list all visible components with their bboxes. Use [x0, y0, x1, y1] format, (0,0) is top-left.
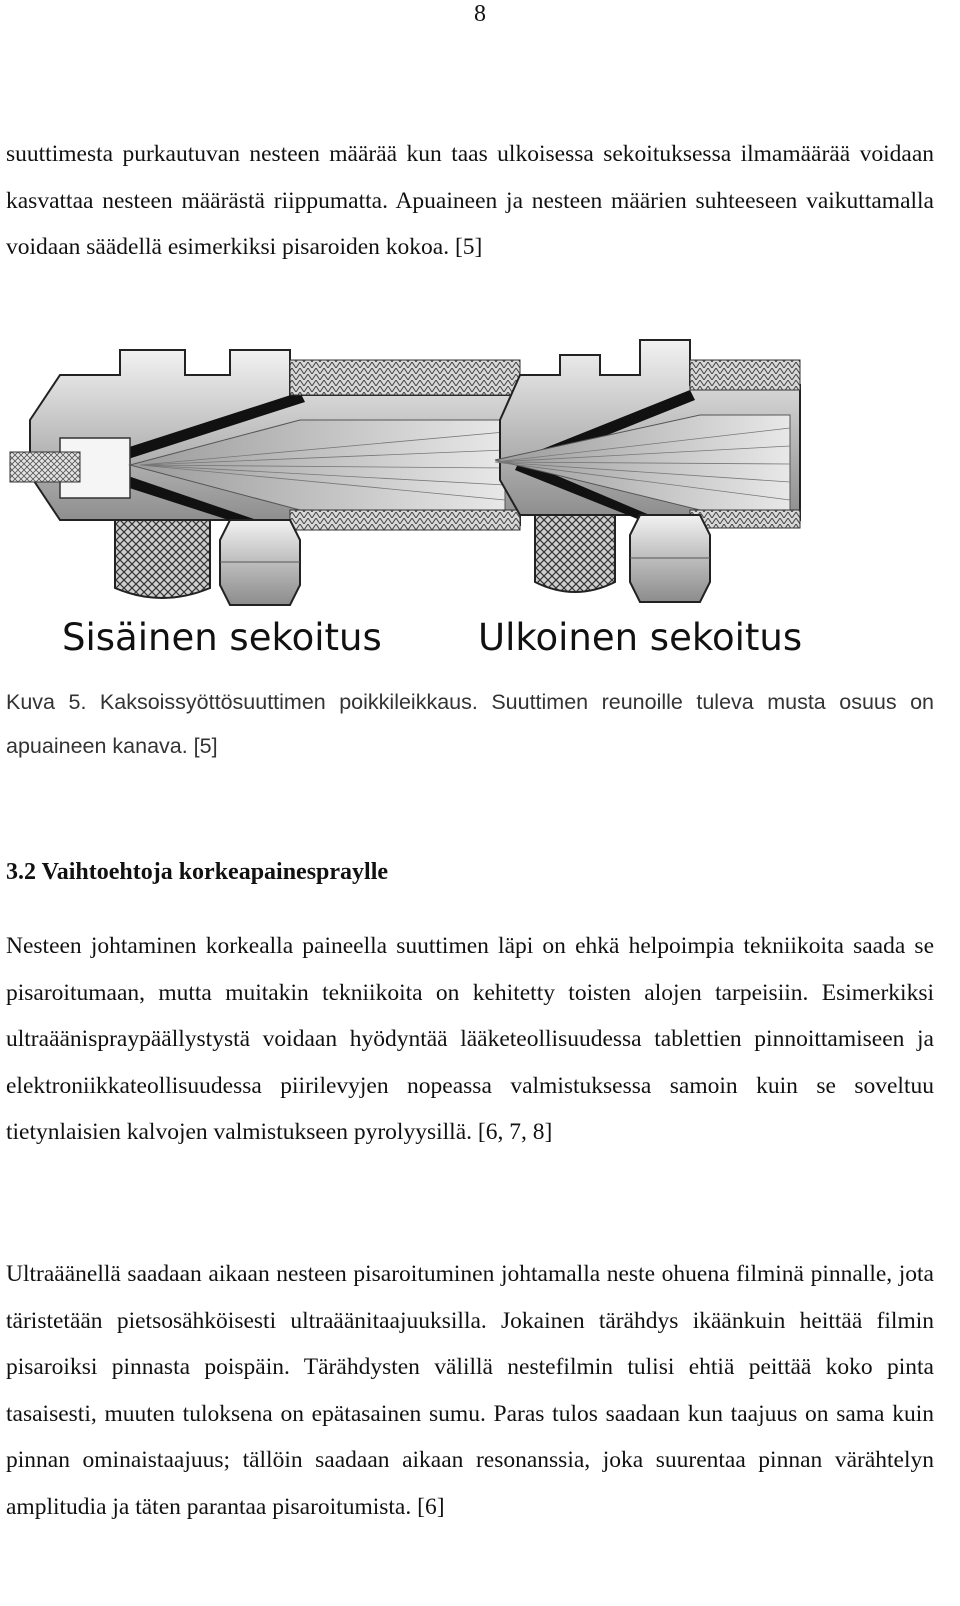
figure-caption: Kuva 5. Kaksoissyöttösuuttimen poikkileikkaus. Suuttimen reunoille tuleva musta osuus on apuaineen kanava. [5]: [6, 690, 934, 758]
nozzle-cross-section-figure: [0, 320, 960, 680]
external-mixing-nozzle: [495, 340, 800, 602]
external-mixing-label: Ulkoinen sekoitus: [478, 616, 803, 659]
section-heading: 3.2 Vaihtoehtoja korkeapainespraylle: [6, 859, 389, 885]
page-number: 8: [474, 1, 486, 27]
internal-mixing-nozzle: [10, 350, 520, 605]
paragraph-ultrasonic: Ultraäänellä saadaan aikaan nesteen pisaroituminen johtamalla neste ohuena filminä pinnalle, jota täristetään pietsosähköisesti ultraäänitaajuuksilla. Jokainen tärähdys ikäänkuin heittää filmin pisaroiksi pinnasta poispäin. Tärähdysten välillä nestefilmin tulisi ehtiä peittää koko pinta tasaisesti, muuten tuloksena on epätasainen sumu. Paras tulos saadaan kun taajuus on sama kuin pinnan ominaistaajuus; tällöin saadaan aikaan resonanssia, joka suurentaa pinnan värähtelyn amplitudia ja täten parantaa pisaroitumista. [6]: [6, 1261, 934, 1520]
nozzle-illustrations: [0, 320, 960, 620]
paragraph-alternatives: Nesteen johtaminen korkealla paineella suuttimen läpi on ehkä helpoimpia tekniikoita saada se pisaroitumaan, mutta muitakin tekniikoita on kehitetty toisten alojen tarpeisiin. Esimerkiksi ultraäänispraypäällystystä voidaan hyödyntää lääketeollisuudessa tablettien pinnoittamiseen ja elektroniikkateollisuudessa piirilevyjen nopeassa valmistuksessa samoin kuin se soveltuu tietynlaisien kalvojen valmistukseen pyrolyysillä. [6, 7, 8]: [6, 933, 934, 1145]
paragraph-intro: suuttimesta purkautuvan nesteen määrää kun taas ulkoisessa sekoituksessa ilmamäärää voidaan kasvattaa nesteen määrästä riippumatta. Apuaineen ja nesteen määrien suhteeseen vaikuttamalla voidaan säädellä esimerkiksi pisaroiden kokoa. [5]: [6, 141, 934, 260]
internal-mixing-label: Sisäinen sekoitus: [62, 616, 382, 659]
